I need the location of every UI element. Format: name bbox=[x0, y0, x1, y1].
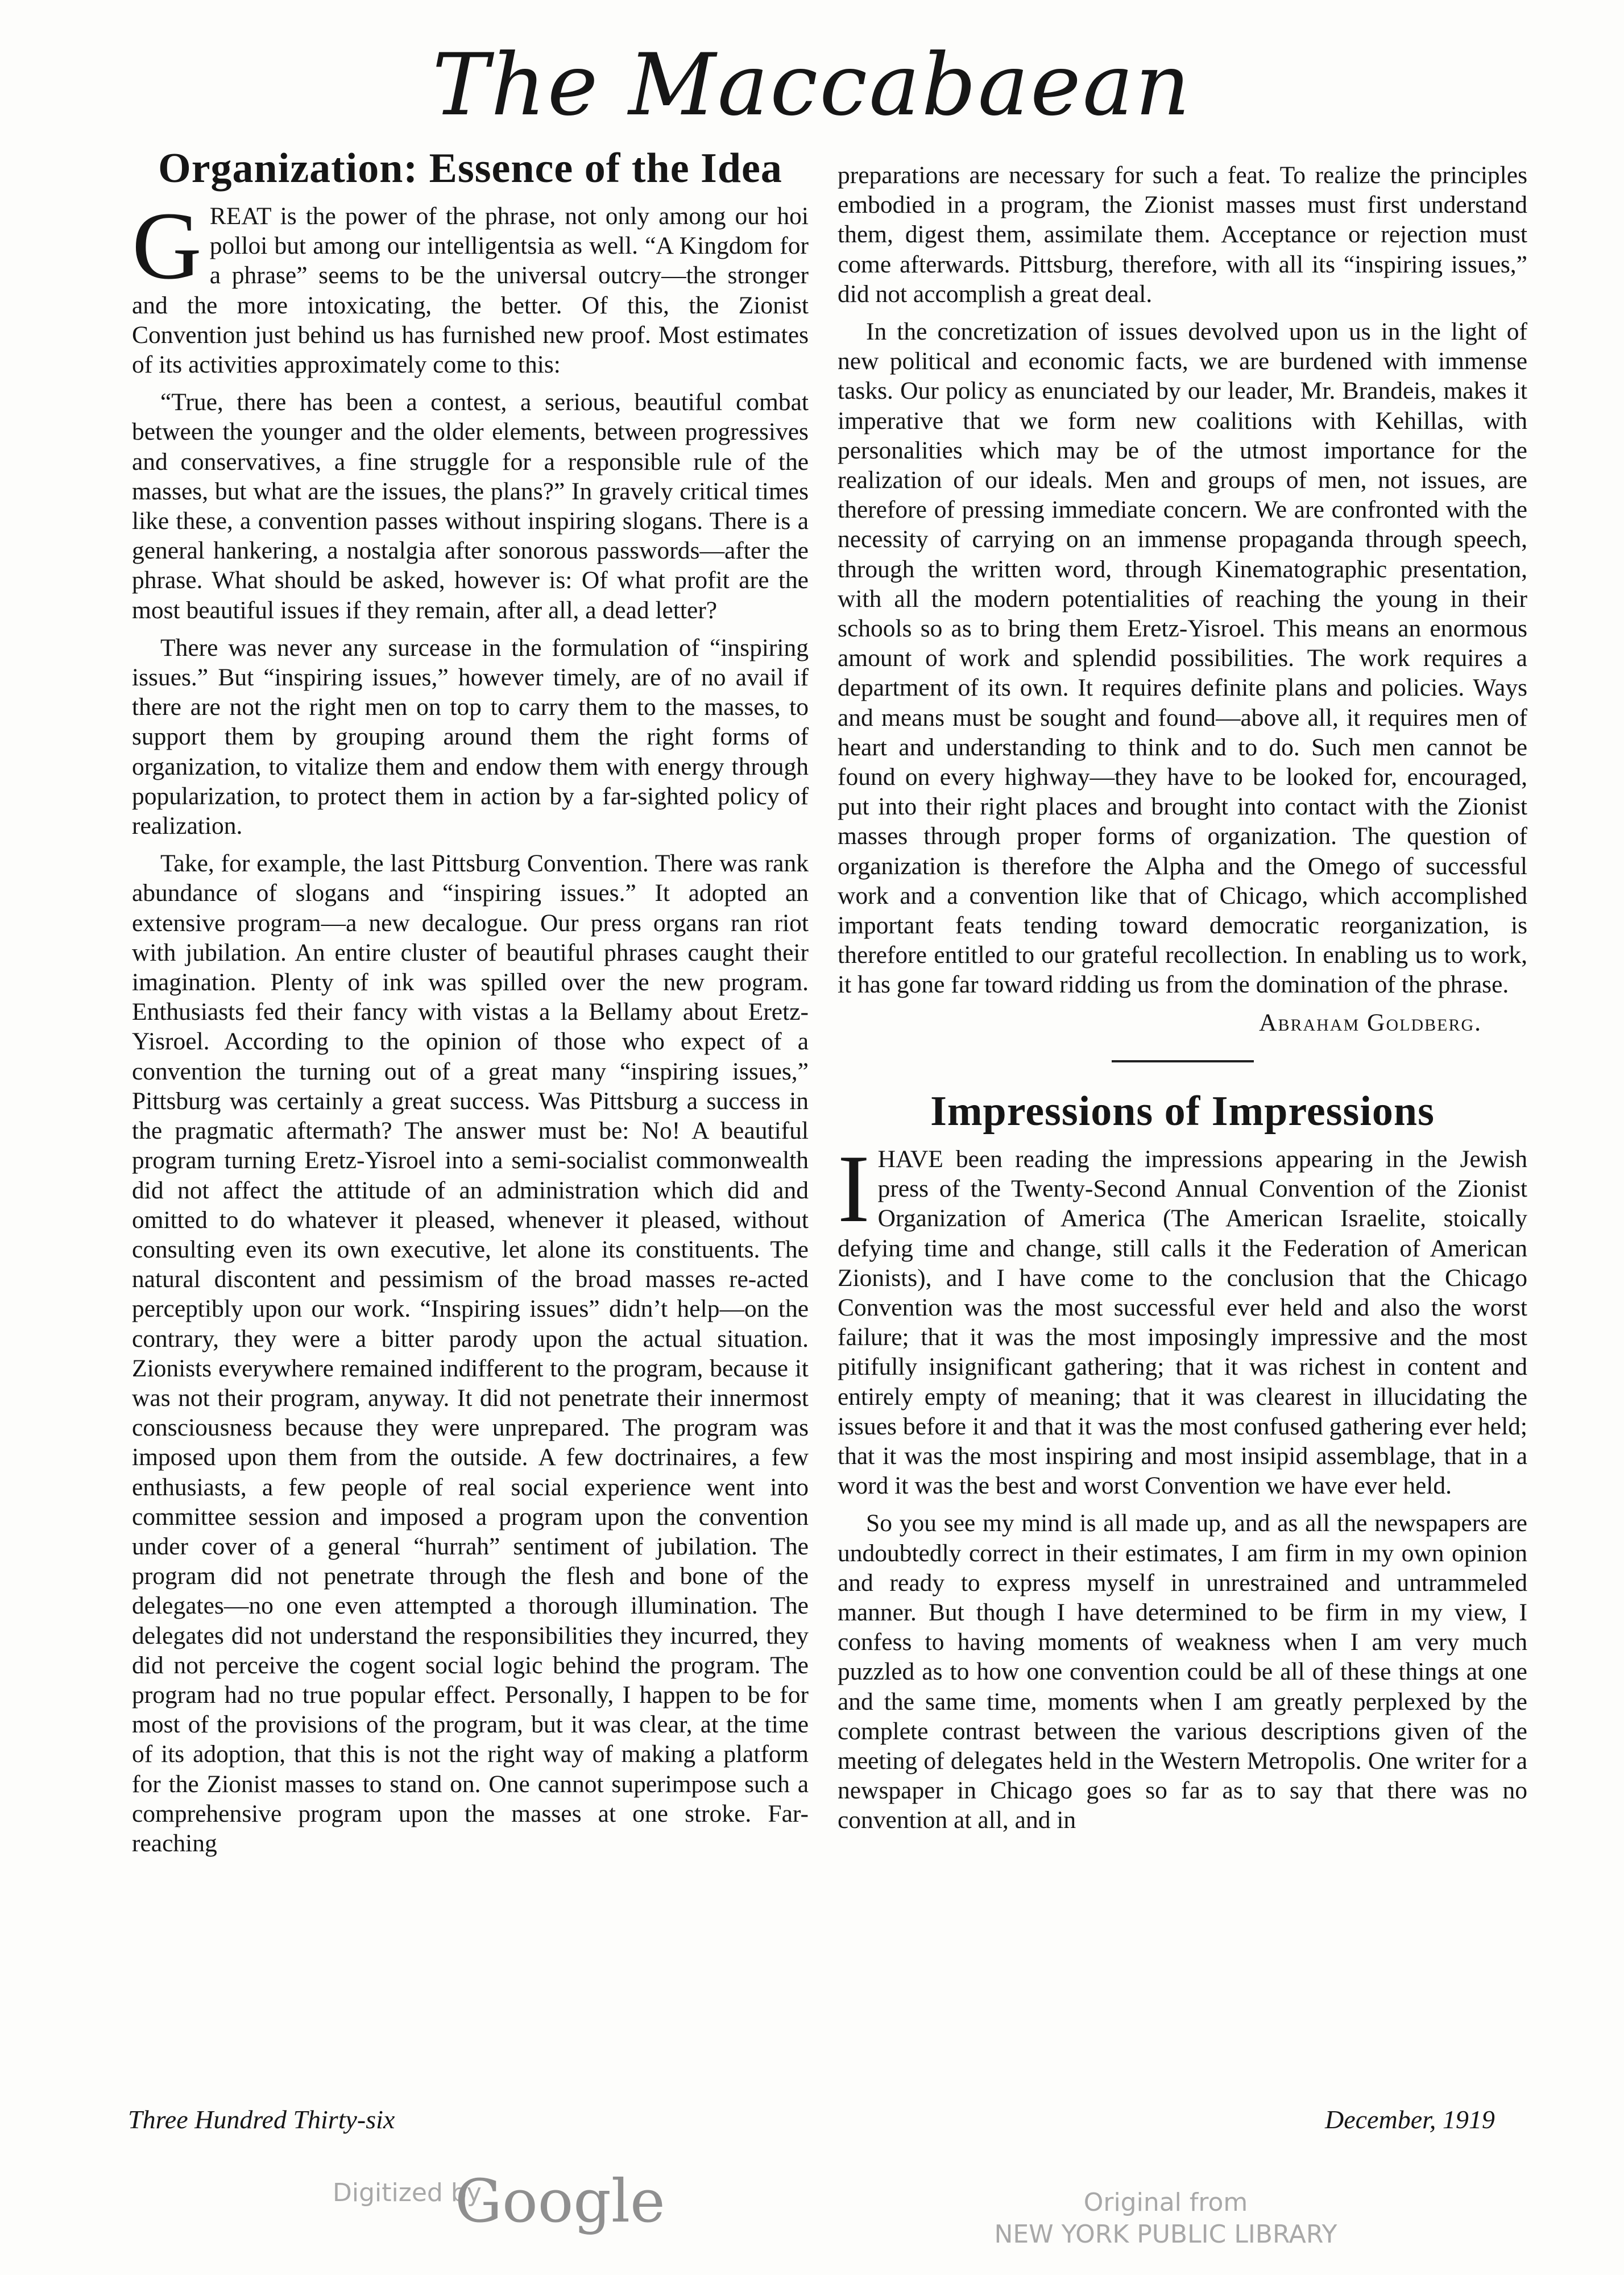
article-paragraph: So you see my mind is all made up, and as all the newspapers are undoubtedly correct in their estimates, I am firm in my own opinion and ready to express myself in unrestrained and untrammeled manner. But though I have determined to be firm in my view, I confess to having moments of weakness when I am very much puzzled as to how one convention could be all of these things at one and the same time, moments when I am greatly perplexed by the complete contrast between the various descriptions given of the meeting of delegates held in the Western Metropolis. One writer for a newspaper in Chicago goes so far as to say that there was no convention at all, and in bbox=[838, 1509, 1527, 1834]
digitized-by-label: Digitized by bbox=[333, 2178, 482, 2207]
article-paragraph: There was never any surcease in the formulation of “inspiring issues.” But “inspiring issues,” however timely, are of no avail if there are not the right men on top to carry them to the masses, to support them by grouping around them the right forms of organization, to vitalize them and endow them with energy through popularization, to protect them in action by a far-sighted policy of realization. bbox=[132, 634, 809, 840]
left-column bbox=[132, 142, 809, 1866]
original-from-label: Original from bbox=[1083, 2188, 1248, 2217]
article-paragraph: IHAVE been reading the impressions appearing in the Jewish press of the Twenty-Second Annual Convention of the Zionist Organization of America (The American Israelite, stoically defying time and change, still calls it the Federation of American Zionists), and I have come to the conclusion that the Chicago Convention was the most successful ever held and also the worst failure; that it was the most imposingly impressive and the most pitifully insignificant gathering; that it was richest in content and entirely empty of meaning; that it was clearest in illucidating the issues before it and that it was the most confused gathering ever held; that it was the most inspiring and most insipid assemblage, that in a word it was the best and worst Convention we have ever held. bbox=[838, 1135, 1527, 1500]
article-paragraph: preparations are necessary for such a feat. To realize the principles embodied in a program, the Zionist masses must first understand them, digest them, assimilate them. Acceptance or rejection must come afterwards. Pittsburg, therefore, with all its “inspiring issues,” did not accomplish a great deal. bbox=[838, 162, 1527, 308]
article-paragraph: In the concretization of issues devolved upon us in the light of new political and economic facts, we are burdened with immense tasks. Our policy as enunciated by our leader, Mr. Brandeis, makes it imperative that we form new coalitions with Kehillas, with personalities which may be of the utmost importance for the realization of our ideals. Men and groups of men, not issues, are therefore of pressing immediate concern. We are confronted with the necessity of carrying on an immense propaganda through speech, through the written word, through Kinematographic presentation, with all the modern potentialities of reaching the young in their schools so as to bring them Eretz-Yisroel. This means an enormous amount of work and splendid possibilities. The work requires a department of its own. It requires definite plans and policies. Ways and means must be sought and found—above all, it requires men of heart and understanding to think and to do. Such men cannot be found on every highway—they have to be looked for, encouraged, put into their right places and brought into contact with the Zionist masses through proper forms of organization. The question of organization is therefore the Alpha and the Omego of successful work and a convention like that of Chicago, which accomplished important feats tending toward democratic reorganization, is therefore entitled to our grateful recollection. In enabling us to work, it has gone far toward ridding us from the domination of the phrase. bbox=[838, 318, 1527, 999]
library-credit bbox=[910, 2187, 1422, 2251]
page-number: Three Hundred Thirty-six bbox=[128, 2105, 395, 2134]
article-paragraph: Take, for example, the last Pittsburg Convention. There was rank abundance of slogans and “inspiring issues.” It adopted an extensive program—a new decalogue. Our press organs ran riot with jubilation. An entire cluster of beautiful phrases caught their imagination. Plenty of ink was spilled over the new program. Enthusiasts fed their fancy with vistas a la Bellamy about Eretz-Yisroel. According to the opinion of those who expect of a convention the turning out of a great many “inspiring issues,” Pittsburg was certainly a great success. Was Pittsburg a success in the pragmatic aftermath? The answer must be: No! A beautiful program turning Eretz-Yisroel into a semi-socialist commonwealth did not affect the attitude of an administration which did and omitted to do whatever it pleased, whenever it pleased, without consulting even its own executive, let alone its constituents. The natural discontent and pessimism of the broad masses re-acted perceptibly upon our work. “Inspiring issues” didn’t help—on the contrary, they were a bitter parody upon the actual situation. Zionists everywhere remained indifferent to the program, because it was not their program, anyway. It did not penetrate their innermost consciousness because they were unprepared. The program was imposed upon them from the outside. A few doctrinaires, a few enthusiasts, a few people of real social experience went into committee session and imposed a program upon the convention under cover of a general “hurrah” sentiment of jubilation. The program did not penetrate through the flesh and bone of the delegates—no one even attempted a thorough illumination. The delegates did not understand the responsibilities they incurred, they did not perceive the cogent social logic behind the program. The program had no true popular effect. Personally, I happen to be for most of the provisions of the program, but it was clear, at the time of its adoption, that this is not the right way of making a platform for the Zionist masses to stand on. One cannot superimpose such a comprehensive program upon the masses at one stroke. Far-reaching bbox=[132, 850, 809, 1857]
google-logo: Google bbox=[455, 2166, 665, 2236]
article-paragraph: GREAT is the power of the phrase, not only among our hoi polloi but among our intelligentsia as well. “A Kingdom for a phrase” seems to be the universal outcry—the stronger and the more intoxicating, the better. Of this, the Zionist Convention just behind us has furnished new proof. Most estimates of its activities approximately come to this: bbox=[132, 192, 809, 379]
issue-date: December, 1919 bbox=[1325, 2105, 1495, 2134]
drop-cap: G bbox=[132, 192, 202, 299]
article-title-impressions: Impressions of Impressions bbox=[930, 1087, 1435, 1135]
author-signature: Abraham Goldberg. bbox=[1259, 1008, 1482, 1036]
section-divider bbox=[1112, 1060, 1254, 1062]
library-name: NEW YORK PUBLIC LIBRARY bbox=[994, 2220, 1337, 2249]
right-column bbox=[838, 160, 1527, 1843]
article-paragraph: “True, there has been a contest, a serious, beautiful combat between the younger and the older elements, between progressives and conservatives, a fine struggle for a responsible rule of the masses, but what are the issues, the plans?” In gravely critical times like these, a convention passes without inspiring slogans. There is a general hankering, a nostalgia after sonorous passwords—after the phrase. What should be asked, however is: Of what profit are the most beautiful issues if they remain, after all, a dead letter? bbox=[132, 388, 809, 624]
drop-cap: I bbox=[838, 1135, 870, 1242]
masthead-title: The Maccabaean bbox=[432, 36, 1192, 135]
article-title-organization: Organization: Essence of the Idea bbox=[158, 145, 782, 192]
